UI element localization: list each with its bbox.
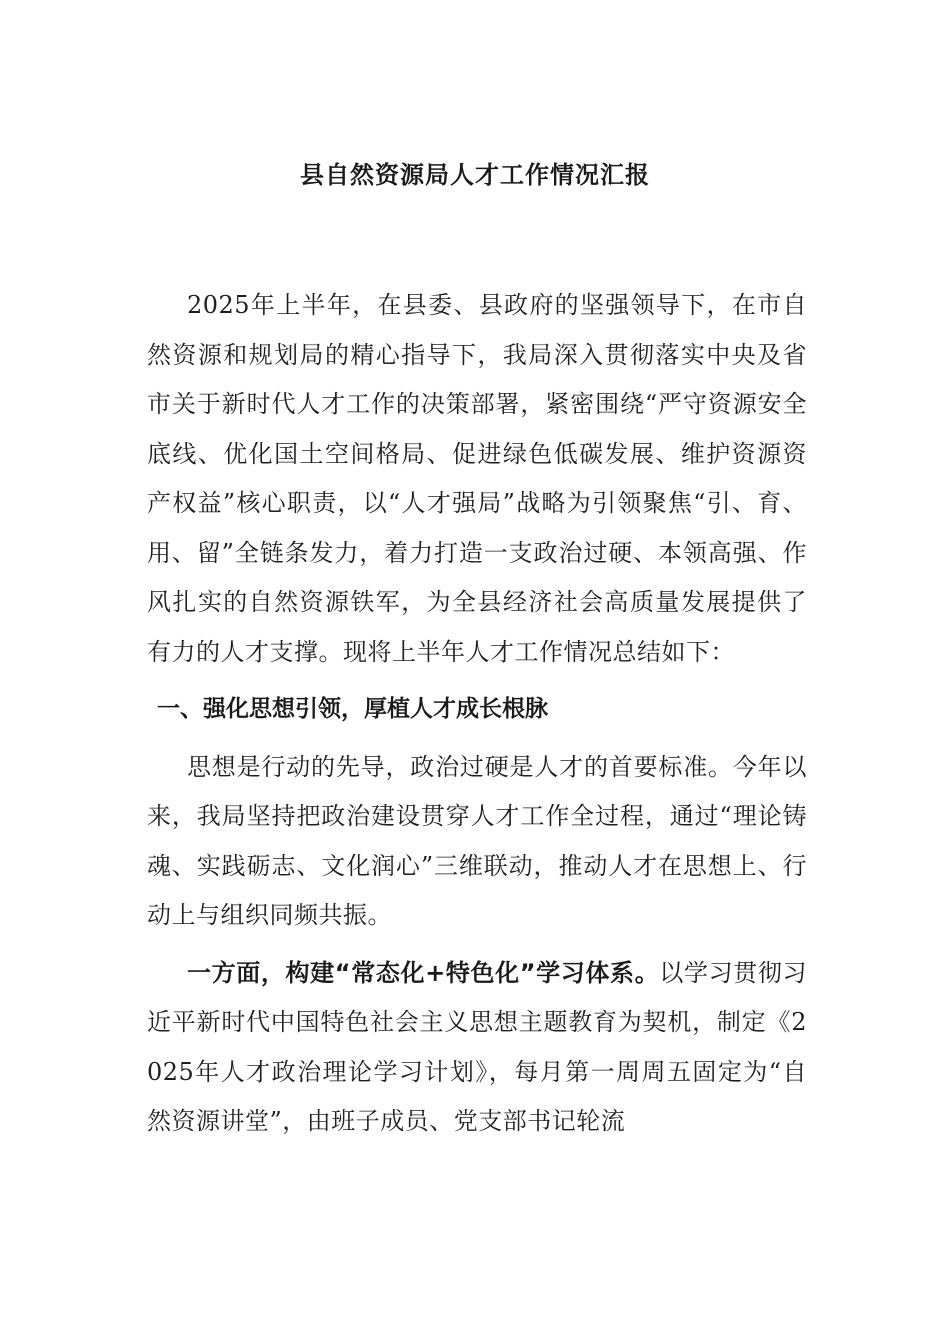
section-heading: 一、强化思想引领，厚植人才成长根脉 [157, 696, 548, 722]
spacer [147, 677, 807, 685]
point-lead: 一方面，构建“常态化+特色化”学习体系。 [187, 958, 660, 987]
point-paragraph [147, 949, 807, 1147]
intro-paragraph: 2025年上半年，在县委、县政府的坚强领导下，在市自然资源和规划局的精心指导下，我局深入贯彻落实中央及省市关于新时代人才工作的决策部署，紧密围绕“严守资源安全底线、优化国土空间格局、促进绿色低碳发展、维护资源资产权益”核心职责，以“人才强局”战略为引领聚焦“引、育、用、留”全链条发力，着力打造一支政治过硬、本领高强、作风扎实的自然资源铁军，为全县经济社会高质量发展提供了有力的人才支撑。现将上半年人才工作情况总结如下： [147, 291, 807, 666]
spacer [147, 941, 807, 949]
point-text: 以学习贯彻习近平新时代中国特色社会主义思想主题教育为契机，制定《2025年人才政治理论学习计划》，每月第一周周五固定为“自然资源讲堂”，由班子成员、党支部书记轮流 [147, 958, 808, 1135]
document-title: 县自然资源局人才工作情况汇报 [300, 161, 650, 189]
document-body [147, 281, 807, 1147]
section-paragraph: 思想是行动的先导，政治过硬是人才的首要标准。今年以来，我局坚持把政治建设贯穿人才工作全过程，通过“理论铸魂、实践砺志、文化润心”三维联动，推动人才在思想上、行动上与组织同频共振。 [147, 752, 807, 929]
